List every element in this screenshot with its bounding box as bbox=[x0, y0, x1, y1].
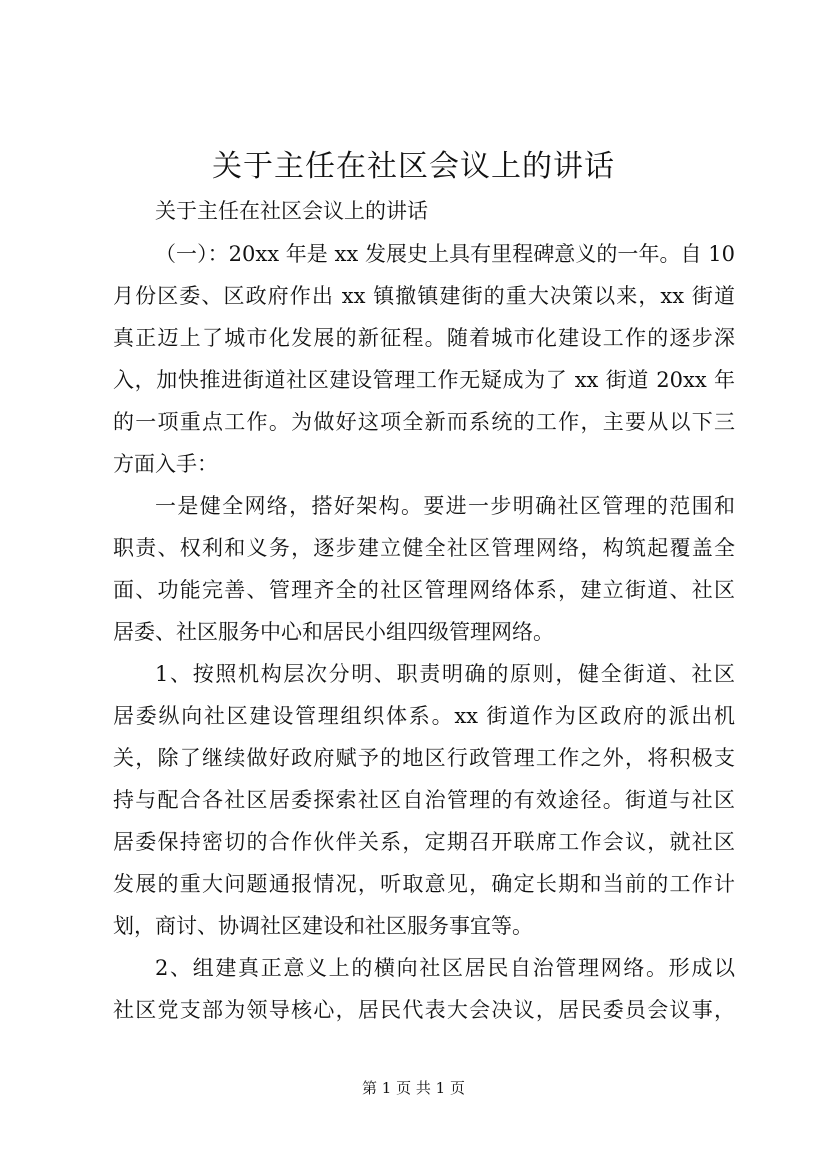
paragraph-1-line-6: 方面入手： bbox=[113, 452, 218, 476]
paragraph-1-line-4: 入，加快推进街道社区建设管理工作无疑成为了 xx 街道 20xx 年 bbox=[113, 368, 735, 392]
paragraph-4-line-2: 社区党支部为领导核心，居民代表大会决议，居民委员会议事， bbox=[113, 998, 735, 1022]
paragraph-3-line-1: 1、按照机构层次分明、职责明确的原则，健全街道、社区 bbox=[155, 662, 735, 686]
paragraph-1-line-2: 月份区委、区政府作出 xx 镇撤镇建街的重大决策以来，xx 街道 bbox=[113, 284, 735, 308]
paragraph-2-line-3: 面、功能完善、管理齐全的社区管理网络体系，建立街道、社区 bbox=[113, 578, 735, 602]
paragraph-1-line-1: （一）：20xx 年是 xx 发展史上具有里程碑意义的一年。自 10 bbox=[155, 242, 735, 266]
paragraph-2-line-1: 一是健全网络，搭好架构。要进一步明确社区管理的范围和 bbox=[155, 494, 735, 518]
paragraph-3-line-6: 发展的重大问题通报情况，听取意见，确定长期和当前的工作计 bbox=[113, 872, 735, 896]
paragraph-1-line-5: 的一项重点工作。为做好这项全新而系统的工作，主要从以下三 bbox=[113, 410, 735, 434]
paragraph-1-line-3: 真正迈上了城市化发展的新征程。随着城市化建设工作的逐步深 bbox=[113, 326, 735, 350]
paragraph-2-line-2: 职责、权利和义务，逐步建立健全社区管理网络，构筑起覆盖全 bbox=[113, 536, 735, 560]
paragraph-4-line-1: 2、组建真正意义上的横向社区居民自治管理网络。形成以 bbox=[155, 956, 735, 980]
document-subtitle: 关于主任在社区会议上的讲话 bbox=[155, 199, 428, 223]
paragraph-2-line-4: 居委、社区服务中心和居民小组四级管理网络。 bbox=[113, 620, 554, 644]
paragraph-3-line-7: 划，商讨、协调社区建设和社区服务事宜等。 bbox=[113, 914, 533, 938]
paragraph-3-line-5: 居委保持密切的合作伙伴关系，定期召开联席工作会议，就社区 bbox=[113, 830, 735, 854]
paragraph-3-line-3: 关，除了继续做好政府赋予的地区行政管理工作之外，将积极支 bbox=[113, 746, 735, 770]
paragraph-3-line-4: 持与配合各社区居委探索社区自治管理的有效途径。街道与社区 bbox=[113, 788, 735, 812]
page-footer: 第 1 页 共 1 页 bbox=[362, 1079, 465, 1097]
paragraph-3-line-2: 居委纵向社区建设管理组织体系。xx 街道作为区政府的派出机 bbox=[113, 704, 735, 728]
document-title: 关于主任在社区会议上的讲话 bbox=[212, 149, 615, 184]
